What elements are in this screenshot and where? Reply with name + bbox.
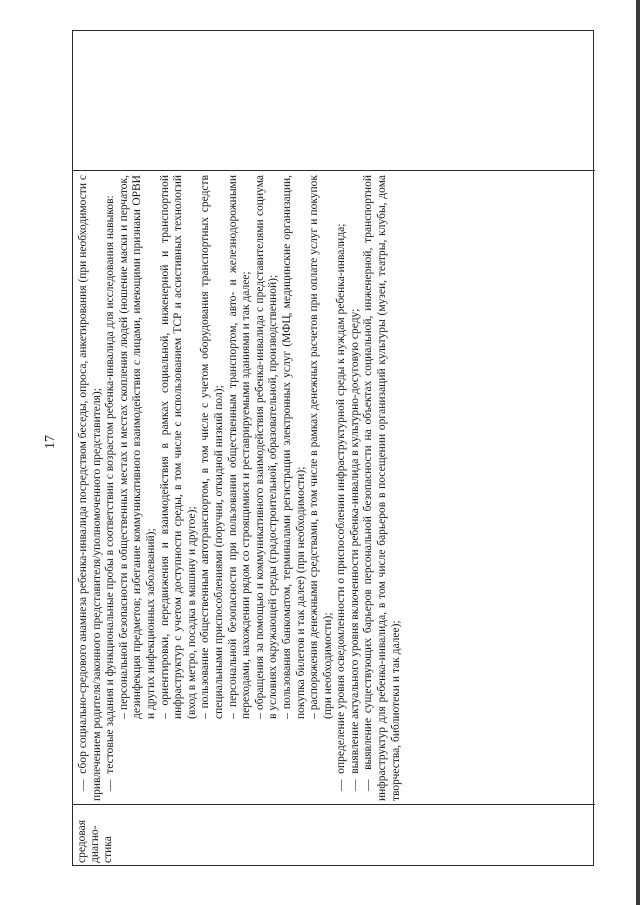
page-number: 17	[43, 435, 58, 449]
sub-list-item: – обращения за помощью и коммуникативного взаимодействия ребенка-инвалида с представителями социума в условиях окружающей среды (градостроительной, образовательной, производственной);	[254, 175, 281, 719]
list-item: — определение уровня осведомленности о приспособлении инфраструктурной среды к нуждам ребенка-инвалида;	[335, 175, 349, 801]
list-item: — выявление актуального уровня включенности ребенка-инвалида в культурно-досуговую среду;	[349, 175, 363, 801]
table-frame	[72, 30, 594, 866]
list-item: — тестовые задания и функциональные пробы в соответствии с возрастом ребенка-инвалида для исследования навыков:	[104, 175, 118, 801]
content-cell	[77, 175, 403, 801]
row-label-cell: средовая диагно-стика	[76, 819, 114, 863]
column-divider	[73, 804, 595, 805]
sub-list-item: – пользование общественным автотранспортом, в том числе с учетом оборудования транспортных средств специальными приспособлениями (поручни, откидной низкий пол);	[199, 175, 226, 719]
sub-list-item: – пользования банкоматом, терминалами регистрации электронных услуг (МФЦ, медицинские организации, покупка билетов и так далее) (при необходимости);	[281, 175, 308, 719]
list-item: — сбор социально-средового анамнеза ребенка-инвалида посредством беседы, опроса, анкетирования (при необходимости с привлечением родителя/законного представителя/уполномоченного представителя);	[77, 175, 104, 801]
sub-list	[118, 175, 336, 801]
rotated-table	[73, 31, 595, 867]
sub-list-item: – распоряжения денежными средствами, в том числе в рамках денежных расчетов при оплате услуг и покупок (при необходимости);	[308, 175, 335, 719]
sub-list-item: – персональной безопасности при пользовании общественным транспортом, авто- и железнодорожными переходами, нахождении рядом со строящимися и реставрируемыми зданиями и так далее;	[227, 175, 254, 719]
list-item: — выявление существующих барьеров персональной безопасности на объектах социальной, инженерной, транспортной инфраструктур для ребенка-инвалида, в том числе барьеров в посещении организаций культуры (музеи, театры, клубы, дома творчества, библиотеки и так далее);	[362, 175, 403, 801]
scan-edge	[636, 0, 640, 905]
sub-list-item: – персональной безопасности в общественных местах и местах скопления людей (ношение маски и перчаток, дезинфекция предметов; избегание коммуникативного взаимодействия с лицами, имеющими признаки ОРВИ и других инфекционных заболеваний);	[118, 175, 159, 719]
column-divider	[73, 170, 595, 171]
sub-list-item: – ориентировки, передвижения и взаимодействия в рамках социальной, инженерной и транспортной инфраструктур с учетом доступности среды, в том числе с использованием ТСР и ассистивных технологий (вход в метро, посадка в машину и другое);	[159, 175, 200, 719]
